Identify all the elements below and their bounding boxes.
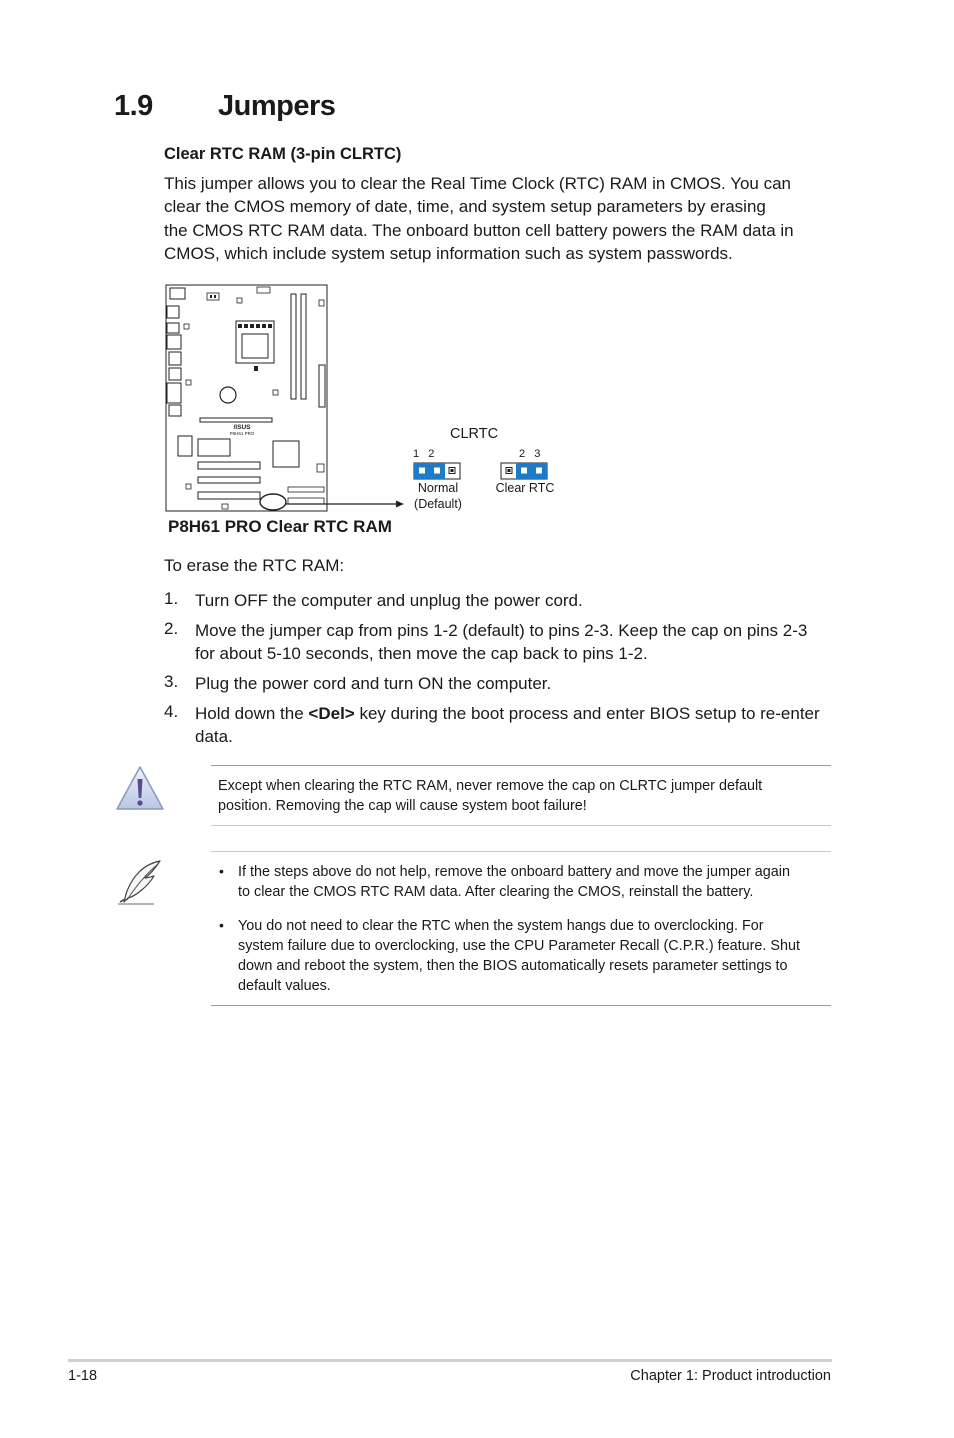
note-item bbox=[238, 862, 790, 902]
step-line: Plug the power cord and turn ON the computer. bbox=[195, 674, 552, 693]
step-text-post: key during the boot process and enter BIOS setup to re-enter bbox=[354, 704, 820, 723]
step-number: 2. bbox=[164, 619, 179, 638]
note-bottom-rule bbox=[211, 1005, 831, 1006]
section-number: 1.9 bbox=[114, 90, 153, 122]
note-item bbox=[238, 916, 800, 996]
note-line: If the steps above do not help, remove the onboard battery and move the jumper again bbox=[238, 864, 790, 880]
step-line: Move the jumper cap from pins 1-2 (default) to pins 2-3. Keep the cap on pins 2-3 bbox=[195, 621, 808, 640]
step-line: for about 5-10 seconds, then move the cap back to pins 1-2. bbox=[195, 644, 648, 663]
description-line: This jumper allows you to clear the Real Time Clock (RTC) RAM in CMOS. You can bbox=[164, 174, 792, 193]
footer-rule bbox=[68, 1359, 832, 1362]
note-bullet: • bbox=[219, 917, 224, 933]
note-line: to clear the CMOS RTC RAM data. After clearing the CMOS, reinstall the battery. bbox=[238, 884, 754, 900]
chapter-title: Chapter 1: Product introduction bbox=[630, 1368, 831, 1384]
note-line: system failure due to overclocking, use the CPU Parameter Recall (C.P.R.) feature. Shut bbox=[238, 938, 801, 954]
caution-line: Except when clearing the RTC RAM, never remove the cap on CLRTC jumper default bbox=[218, 778, 763, 794]
del-key-label: <Del> bbox=[308, 704, 355, 723]
procedure-intro: To erase the RTC RAM: bbox=[164, 556, 345, 575]
step-number: 4. bbox=[164, 702, 179, 721]
note-bullet: • bbox=[219, 863, 224, 879]
jumper-heading: Clear RTC RAM (3-pin CLRTC) bbox=[164, 145, 402, 163]
step-text bbox=[195, 589, 835, 612]
board-brand-label: /ISUS bbox=[233, 424, 251, 431]
note-line: default values. bbox=[238, 978, 331, 994]
step-number: 1. bbox=[164, 589, 179, 608]
caution-bottom-rule bbox=[211, 825, 831, 826]
page-number: 1-18 bbox=[68, 1368, 98, 1384]
warning-triangle-icon bbox=[114, 764, 166, 812]
description-line: the CMOS RTC RAM data. The onboard button cell battery powers the RAM data in bbox=[164, 220, 794, 240]
clear-jumper-cap bbox=[516, 463, 547, 479]
description-line: clear the CMOS memory of date, time, and system setup parameters by erasing bbox=[164, 197, 766, 217]
note-line: down and reboot the system, then the BIOS automatically resets parameter settings to bbox=[238, 958, 788, 974]
caution-line: position. Removing the cap will cause system boot failure! bbox=[218, 798, 587, 814]
description-line: CMOS, which include system setup information such as system passwords. bbox=[164, 243, 733, 263]
step-text bbox=[195, 672, 835, 695]
caution-text bbox=[218, 776, 762, 816]
step-line: Turn OFF the computer and unplug the power cord. bbox=[195, 591, 583, 610]
section-title: Jumpers bbox=[218, 90, 336, 122]
step-line: data. bbox=[195, 727, 233, 746]
clear-rtc-label: Clear RTC bbox=[495, 481, 555, 495]
step-text-pre: Hold down the bbox=[195, 704, 309, 723]
normal-default-label: (Default) bbox=[414, 497, 462, 511]
board-model-label: P8H61 PRO bbox=[229, 431, 255, 436]
clear-pin-numbers: 2 3 bbox=[519, 448, 541, 460]
clrtc-label: CLRTC bbox=[450, 426, 499, 442]
step-text bbox=[195, 702, 835, 748]
feather-pen-icon bbox=[114, 858, 166, 908]
normal-jumper-cap bbox=[414, 463, 445, 479]
normal-label: Normal bbox=[417, 481, 459, 495]
figure-caption: P8H61 PRO Clear RTC RAM bbox=[168, 517, 392, 536]
note-top-rule bbox=[211, 851, 831, 852]
jumper-description bbox=[164, 172, 824, 265]
note-line: You do not need to clear the RTC when the system hangs due to overclocking. For bbox=[238, 918, 764, 934]
caution-top-rule bbox=[211, 765, 831, 766]
step-text bbox=[195, 619, 835, 665]
normal-pin-numbers: 1 2 bbox=[413, 448, 435, 460]
step-number: 3. bbox=[164, 672, 179, 691]
step-line bbox=[195, 702, 835, 725]
